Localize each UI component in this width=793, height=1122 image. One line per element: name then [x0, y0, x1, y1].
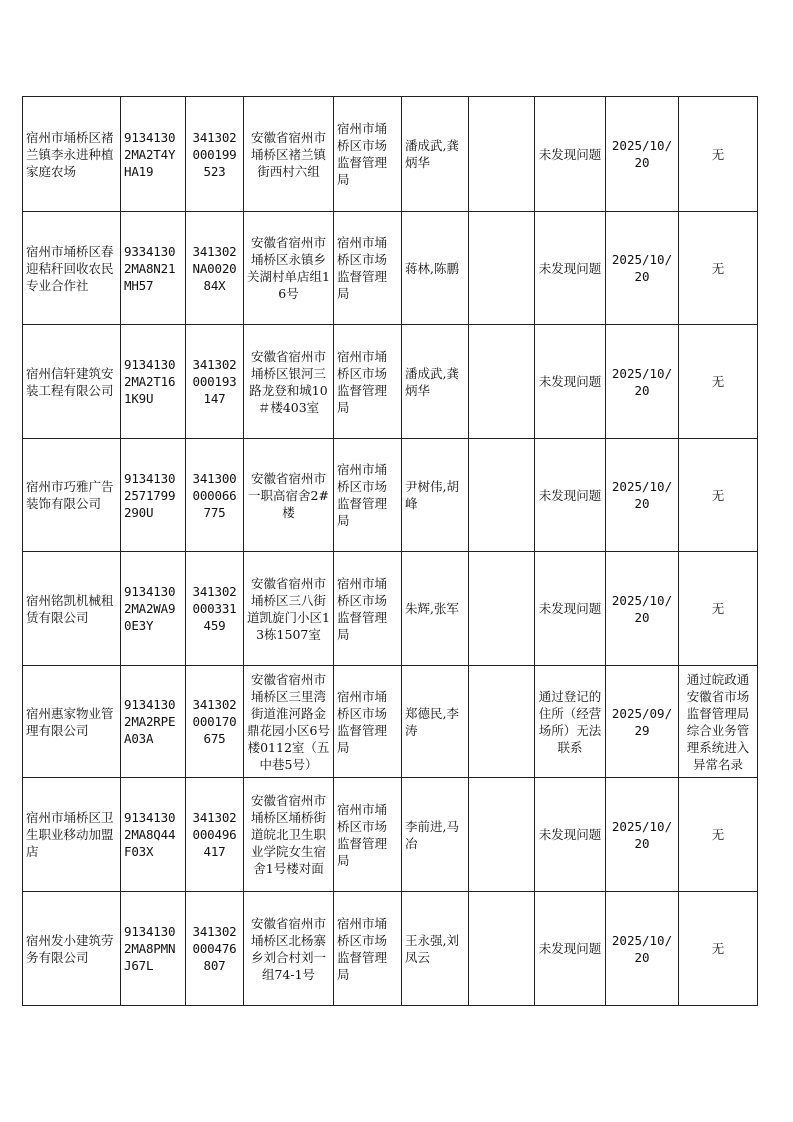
credit-code-cell: 91341302MA2WA90E3Y — [121, 552, 186, 666]
date-cell: 2025/10/20 — [606, 325, 679, 439]
authority-cell: 宿州市埇桥区市场监督管理局 — [334, 666, 402, 778]
blank-cell — [469, 325, 535, 439]
blank-cell — [469, 892, 535, 1006]
note-cell: 无 — [679, 892, 758, 1006]
inspectors-cell: 郑德民,李涛 — [402, 666, 469, 778]
inspectors-cell: 潘成武,龚炳华 — [402, 97, 469, 212]
credit-code-cell: 91341302MA2T161K9U — [121, 325, 186, 439]
blank-cell — [469, 666, 535, 778]
entity-name-cell: 宿州市埇桥区卫生职业移动加盟店 — [23, 778, 121, 892]
address-cell: 安徽省宿州市埇桥区埇桥街道皖北卫生职业学院女生宿舍1号楼对面 — [244, 778, 334, 892]
address-cell: 安徽省宿州市一职高宿舍2#楼 — [244, 439, 334, 552]
credit-code-cell: 91341302571799290U — [121, 439, 186, 552]
entity-name-cell: 宿州发小建筑劳务有限公司 — [23, 892, 121, 1006]
address-cell: 安徽省宿州市埇桥区三八街道凯旋门小区13栋1507室 — [244, 552, 334, 666]
result-cell: 未发现问题 — [535, 778, 606, 892]
address-cell: 安徽省宿州市埇桥区褚兰镇街西村六组 — [244, 97, 334, 212]
note-cell: 无 — [679, 778, 758, 892]
registration-no-cell: 341302000476807 — [186, 892, 244, 1006]
result-cell: 未发现问题 — [535, 325, 606, 439]
address-cell: 安徽省宿州市埇桥区三里湾街道淮河路金鼎花园小区6号楼0112室（五中巷5号） — [244, 666, 334, 778]
result-cell: 未发现问题 — [535, 97, 606, 212]
entity-name-cell: 宿州市埇桥区褚兰镇李永进种植家庭农场 — [23, 97, 121, 212]
inspectors-cell: 王永强,刘凤云 — [402, 892, 469, 1006]
blank-cell — [469, 552, 535, 666]
blank-cell — [469, 439, 535, 552]
note-cell: 无 — [679, 97, 758, 212]
inspectors-cell: 蒋林,陈鹏 — [402, 212, 469, 325]
date-cell: 2025/10/20 — [606, 97, 679, 212]
blank-cell — [469, 212, 535, 325]
date-cell: 2025/09/29 — [606, 666, 679, 778]
authority-cell: 宿州市埇桥区市场监督管理局 — [334, 212, 402, 325]
blank-cell — [469, 97, 535, 212]
authority-cell: 宿州市埇桥区市场监督管理局 — [334, 325, 402, 439]
inspectors-cell: 李前进,马冶 — [402, 778, 469, 892]
note-cell: 无 — [679, 325, 758, 439]
result-cell: 通过登记的住所（经营场所）无法联系 — [535, 666, 606, 778]
result-cell: 未发现问题 — [535, 439, 606, 552]
note-cell: 通过皖政通安徽省市场监督管理局综合业务管理系统进入异常名录 — [679, 666, 758, 778]
entity-name-cell: 宿州市埇桥区春迎秸秆回收农民专业合作社 — [23, 212, 121, 325]
inspection-results-table — [22, 96, 758, 1006]
credit-code-cell: 91341302MA2RPEA03A — [121, 666, 186, 778]
address-cell: 安徽省宿州市埇桥区银河三路龙登和城10＃楼403室 — [244, 325, 334, 439]
entity-name-cell: 宿州铭凯机械租赁有限公司 — [23, 552, 121, 666]
table-row — [23, 325, 758, 439]
address-cell: 安徽省宿州市埇桥区永镇乡关湖村单店组16号 — [244, 212, 334, 325]
authority-cell: 宿州市埇桥区市场监督管理局 — [334, 892, 402, 1006]
date-cell: 2025/10/20 — [606, 552, 679, 666]
table-row — [23, 892, 758, 1006]
date-cell: 2025/10/20 — [606, 439, 679, 552]
table-row — [23, 212, 758, 325]
authority-cell: 宿州市埇桥区市场监督管理局 — [334, 439, 402, 552]
registration-no-cell: 341302000199523 — [186, 97, 244, 212]
date-cell: 2025/10/20 — [606, 778, 679, 892]
inspectors-cell: 潘成武,龚炳华 — [402, 325, 469, 439]
credit-code-cell: 93341302MA8N21MH57 — [121, 212, 186, 325]
table-body — [23, 97, 758, 1006]
credit-code-cell: 91341302MA8Q44F03X — [121, 778, 186, 892]
entity-name-cell: 宿州惠家物业管理有限公司 — [23, 666, 121, 778]
authority-cell: 宿州市埇桥区市场监督管理局 — [334, 97, 402, 212]
registration-no-cell: 341302NA002084X — [186, 212, 244, 325]
inspectors-cell: 朱辉,张军 — [402, 552, 469, 666]
inspectors-cell: 尹树伟,胡峰 — [402, 439, 469, 552]
entity-name-cell: 宿州市巧雅广告装饰有限公司 — [23, 439, 121, 552]
credit-code-cell: 91341302MA2T4YHA19 — [121, 97, 186, 212]
address-cell: 安徽省宿州市埇桥区北杨寨乡刘合村刘一组74-1号 — [244, 892, 334, 1006]
credit-code-cell: 91341302MA8PMNJ67L — [121, 892, 186, 1006]
note-cell: 无 — [679, 552, 758, 666]
date-cell: 2025/10/20 — [606, 892, 679, 1006]
note-cell: 无 — [679, 439, 758, 552]
table-row — [23, 778, 758, 892]
authority-cell: 宿州市埇桥区市场监督管理局 — [334, 552, 402, 666]
authority-cell: 宿州市埇桥区市场监督管理局 — [334, 778, 402, 892]
table-row — [23, 97, 758, 212]
registration-no-cell: 341302000331459 — [186, 552, 244, 666]
registration-no-cell: 341302000193147 — [186, 325, 244, 439]
entity-name-cell: 宿州信轩建筑安装工程有限公司 — [23, 325, 121, 439]
note-cell: 无 — [679, 212, 758, 325]
registration-no-cell: 341302000496417 — [186, 778, 244, 892]
result-cell: 未发现问题 — [535, 212, 606, 325]
table-row — [23, 666, 758, 778]
result-cell: 未发现问题 — [535, 552, 606, 666]
registration-no-cell: 341300000066775 — [186, 439, 244, 552]
table-row — [23, 439, 758, 552]
registration-no-cell: 341302000170675 — [186, 666, 244, 778]
table-row — [23, 552, 758, 666]
date-cell: 2025/10/20 — [606, 212, 679, 325]
blank-cell — [469, 778, 535, 892]
result-cell: 未发现问题 — [535, 892, 606, 1006]
